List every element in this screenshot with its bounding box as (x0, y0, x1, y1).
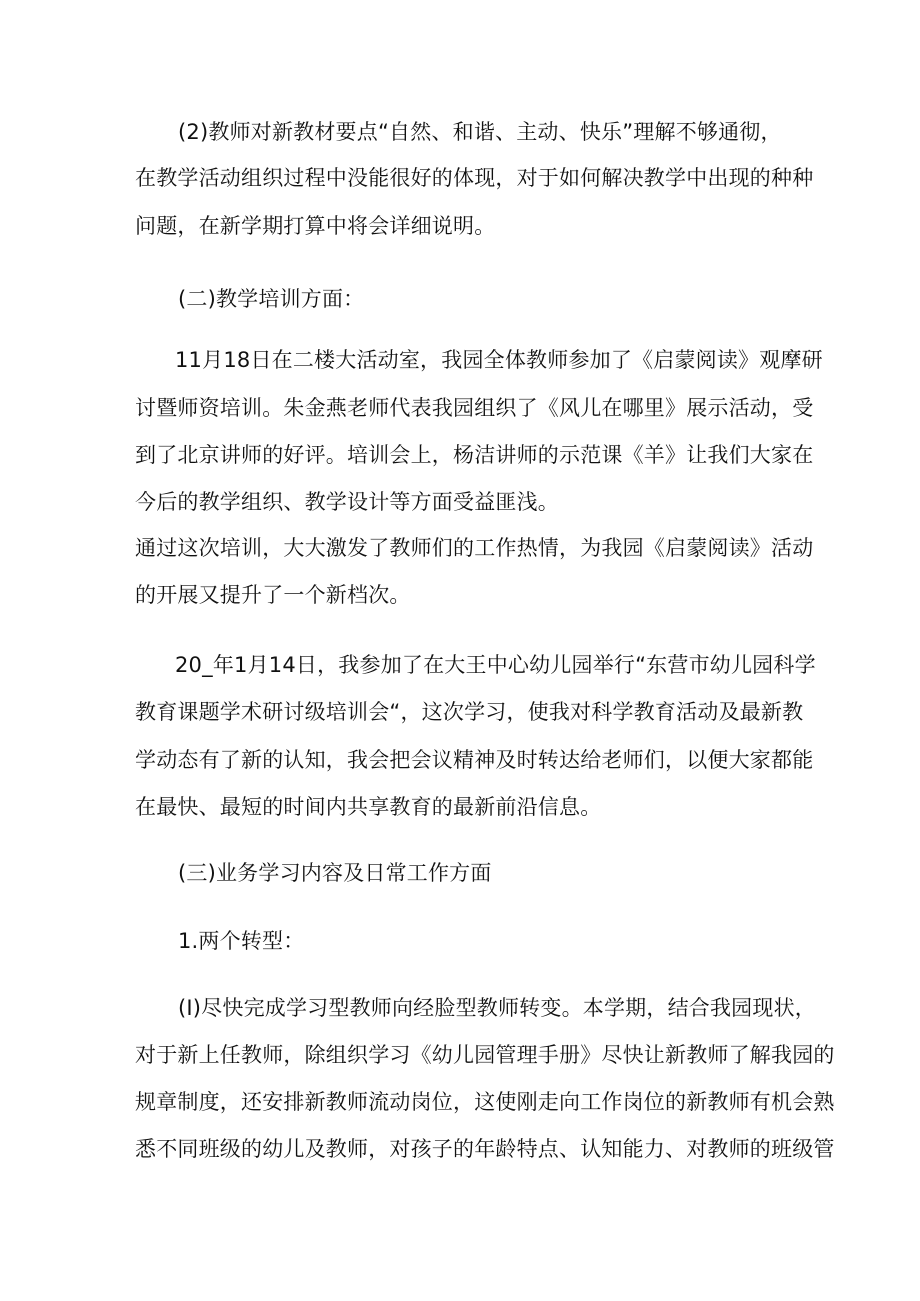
text-line: 讨暨师资培训。朱金燕老师代表我园组织了《风儿在哪里》展示活动，受 (135, 396, 814, 420)
section-heading-business-study: (三)业务学习内容及日常工作方面 (178, 861, 492, 885)
text-line: 规章制度，还安排新教师流动岗位，这使刚走向工作岗位的新教师有机会熟 (135, 1090, 835, 1114)
subsection-heading-two-transitions: 1.两个转型： (178, 929, 305, 953)
section-heading-training: (二)教学培训方面： (178, 287, 365, 311)
text-line: 悉不同班级的幼儿及教师，对孩子的年龄特点、认知能力、对教师的班级管 (135, 1137, 835, 1161)
text-line: 的开展又提升了一个新档次。 (135, 583, 411, 607)
text-line: (2)教师对新教材要点“自然、和谐、主动、快乐”理解不够通彻， (178, 120, 782, 144)
text-line: 20_年1月14日，我参加了在大王中心幼儿园举行“东营市幼儿园科学 (175, 653, 816, 677)
text-line: (I)尽快完成学习型教师向经脸型教师转变。本学期，结合我园现状， (178, 996, 816, 1020)
text-line: 教育课题学术研讨级培训会“，这次学习，使我对科学教育活动及最新教 (135, 700, 804, 724)
text-line: 11月18日在二楼大活动室，我园全体教师参加了《启蒙阅读》观摩研 (175, 348, 823, 372)
text-line: 到了北京讲师的好评。培训会上，杨洁讲师的示范课《羊》让我们大家在 (135, 443, 814, 467)
text-line: 今后的教学组织、教学设计等方面受益匪浅。 (135, 490, 559, 514)
text-line: 对于新上任教师，除组织学习《幼儿园管理手册》尽快让新教师了解我园的 (135, 1043, 835, 1067)
text-line: 在最快、最短的时间内共享教育的最新前沿信息。 (135, 795, 602, 819)
text-line: 通过这次培训，大大激发了教师们的工作热情，为我园《启蒙阅读》活动 (135, 536, 814, 560)
text-line: 在教学活动组织过程中没能很好的体现，对于如何解决教学中出现的种种 (135, 166, 814, 190)
text-line: 问题，在新学期打算中将会详细说明。 (135, 214, 496, 238)
text-line: 学动态有了新的认知，我会把会议精神及时转达给老师们，以便大家都能 (135, 748, 814, 772)
